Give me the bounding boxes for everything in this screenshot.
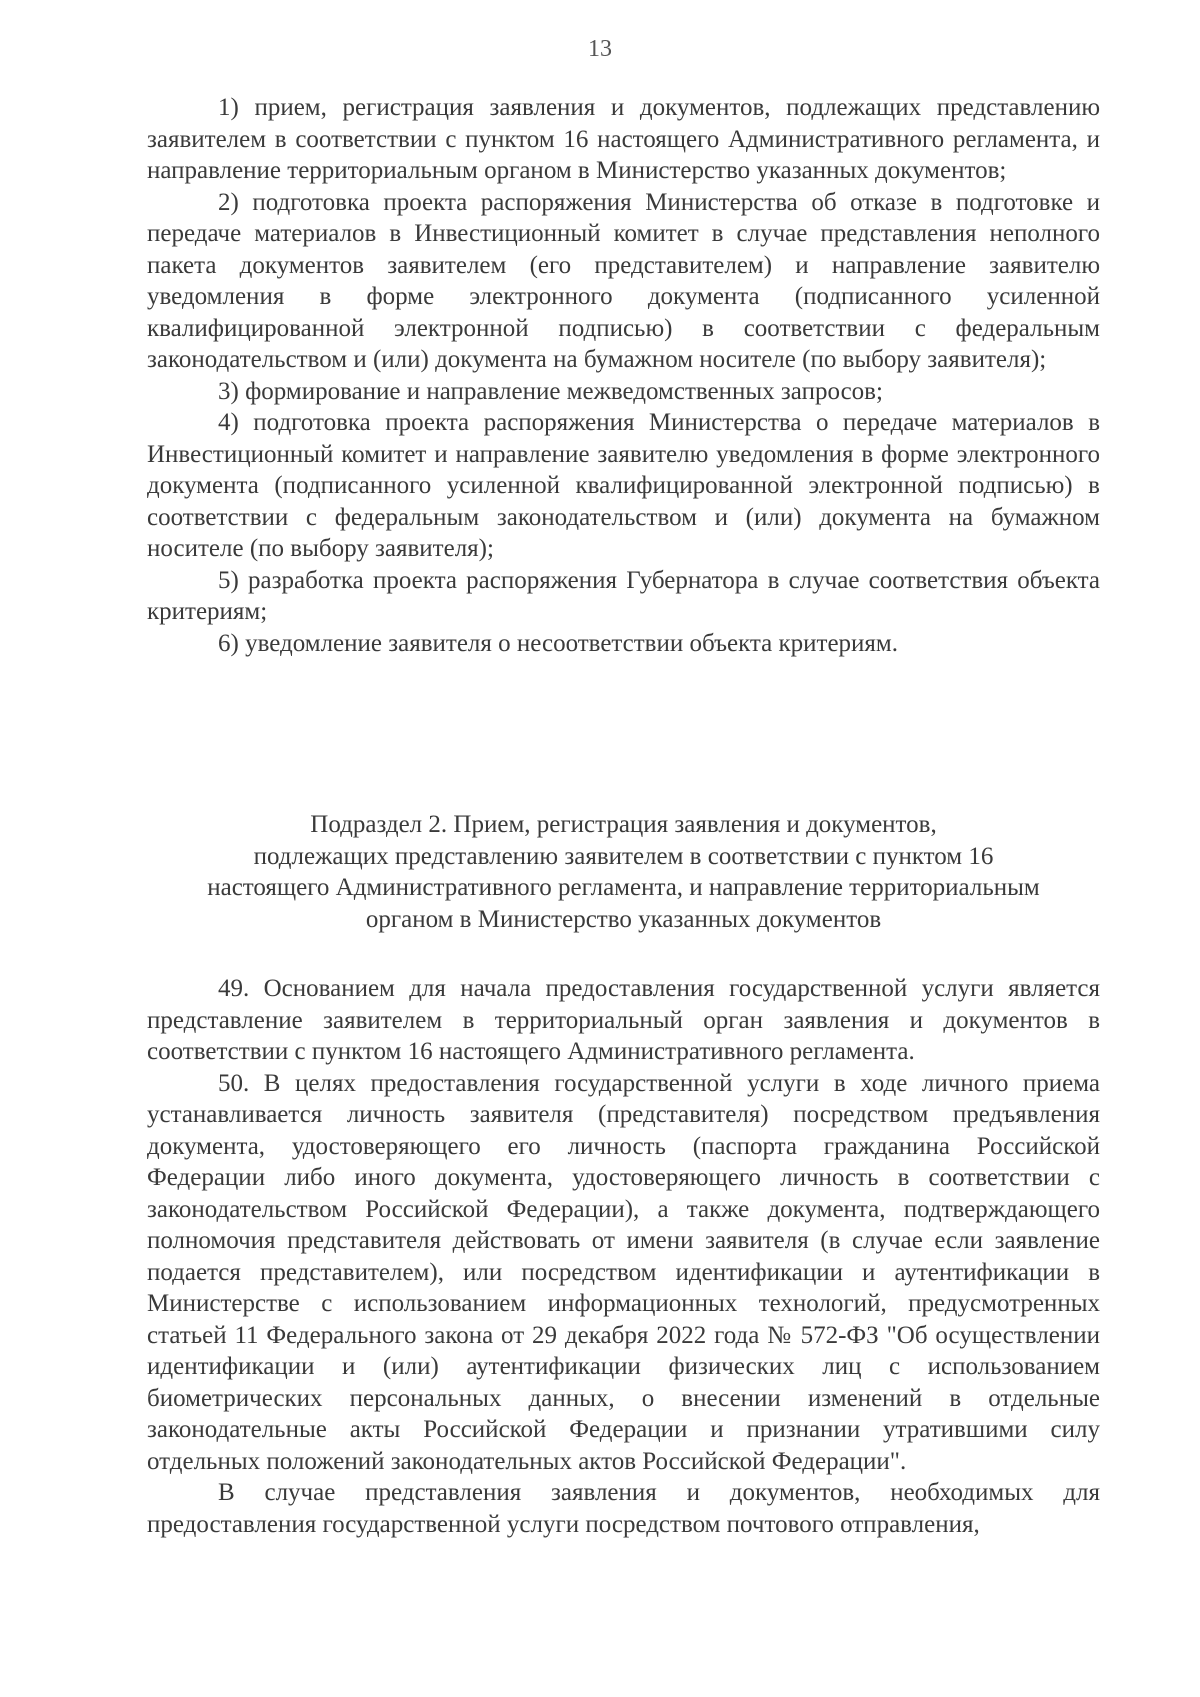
paragraph-49: 49. Основанием для начала предоставления государственной услуги является представление заявителем в территориальный орган заявления и документов в соответствии с пунктом 16 настоящего Административного регламента. <box>147 975 1100 1065</box>
subsection-heading <box>147 809 1100 935</box>
list-item: 2) подготовка проекта распоряжения Министерства об отказе в подготовке и передаче материалов в Инвестиционный комитет в случае представления неполного пакета документов заявителем (его представителем) и направление заявителю уведомления в форме электронного документа (подписанного усиленной квалифицированной электронной подписью) в соответствии с федеральным законодательством и (или) документа на бумажном носителе (по выбору заявителя); <box>147 188 1100 373</box>
body-paragraphs <box>147 973 1100 1540</box>
list-item: 3) формирование и направление межведомственных запросов; <box>218 377 883 405</box>
page-number: 13 <box>588 36 612 62</box>
heading-line: Подраздел 2. Прием, регистрация заявления и документов, <box>310 811 937 838</box>
heading-line: органом в Министерство указанных документов <box>365 905 882 933</box>
procedure-list <box>147 92 1100 659</box>
list-item: 6) уведомление заявителя о несоответствии объекта критериям. <box>218 629 899 657</box>
list-item: 4) подготовка проекта распоряжения Министерства о передаче материалов в Инвестиционный комитет и направление заявителю уведомления в форме электронного документа (подписанного усиленной квалифицированной электронной подписью) в соответствии с федеральным законодательством и (или) документа на бумажном носителе (по выбору заявителя); <box>147 409 1100 562</box>
heading-line: подлежащих представлению заявителем в соответствии с пунктом 16 <box>253 842 994 870</box>
paragraph-continuation: В случае представления заявления и документов, необходимых для предоставления государственной услуги посредством почтового отправления, <box>147 1479 1100 1538</box>
paragraph-50: 50. В целях предоставления государственной услуги в ходе личного приема устанавливается личность заявителя (представителя) посредством предъявления документа, удостоверяющего его личность (паспорта гражданина Российской Федерации либо иного документа, удостоверяющего личность в соответствии с законодательством Российской Федерации), а также документа, подтверждающего полномочия представителя действовать от имени заявителя (в случае если заявление подается представителем), или посредством идентификации и аутентификации в Министерстве с использованием информационных технологий, предусмотренных статьей 11 Федерального закона от 29 декабря 2022 года № 572-ФЗ "Об осуществлении идентификации и (или) аутентификации физических лиц с использованием биометрических персональных данных, о внесении изменений в отдельные законодательные акты Российской Федерации и признании утратившими силу отдельных положений законодательных актов Российской Федерации". <box>147 1069 1100 1475</box>
list-item: 1) прием, регистрация заявления и документов, подлежащих представлению заявителем в соответствии с пунктом 16 настоящего Административного регламента, и направление территориальным органом в Министерство указанных документов; <box>147 94 1100 184</box>
list-item: 5) разработка проекта распоряжения Губернатора в случае соответствия объекта критериям; <box>147 566 1100 625</box>
heading-line: настоящего Административного регламента, и направление территориальным <box>207 874 1040 901</box>
